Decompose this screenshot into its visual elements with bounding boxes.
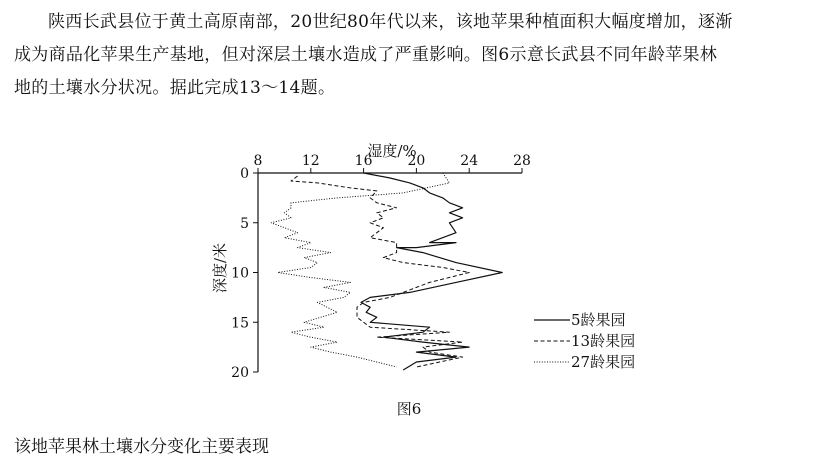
chart-legend (534, 311, 635, 371)
x-tick-label: 28 (513, 153, 531, 169)
x-tick-label: 24 (460, 153, 479, 169)
figure-caption: 图6 (396, 400, 422, 418)
x-tick-label: 16 (354, 153, 373, 169)
y-tick-label: 10 (231, 265, 249, 282)
y-tick-label: 15 (231, 315, 249, 332)
x-tick-label: 12 (301, 153, 320, 169)
intro-line-2: 成为商品化苹果生产基地，但对深层土壤水造成了严重影响。图6示意长武县不同年龄苹果林 (14, 45, 718, 65)
legend-label-1: 5龄果园 (571, 311, 626, 329)
intro-line-1: 陕西长武县位于黄土高原南部，20世纪80年代以来，该地苹果种植面积大幅度增加，逐渐 (48, 12, 733, 32)
y-tick-label: 5 (240, 215, 249, 232)
x-tick-label: 8 (253, 153, 263, 169)
y-tick-label: 0 (240, 166, 249, 182)
intro-line-3: 地的土壤水分状况。据此完成13～14题。 (14, 78, 336, 98)
legend-label-3: 27龄果园 (571, 353, 636, 371)
chart-axes (211, 142, 531, 381)
y-tick-label: 20 (231, 365, 249, 381)
question-14-partial: 该地苹果林土壤水分变化主要表现 (14, 437, 269, 457)
series-line-3 (271, 173, 449, 367)
legend-label-2: 13龄果园 (571, 332, 636, 350)
chart-series-layer (271, 173, 502, 370)
y-axis-title: 深度/米 (211, 242, 229, 294)
x-axis-title: 湿度/% (367, 142, 417, 160)
x-tick-label: 20 (407, 153, 426, 169)
